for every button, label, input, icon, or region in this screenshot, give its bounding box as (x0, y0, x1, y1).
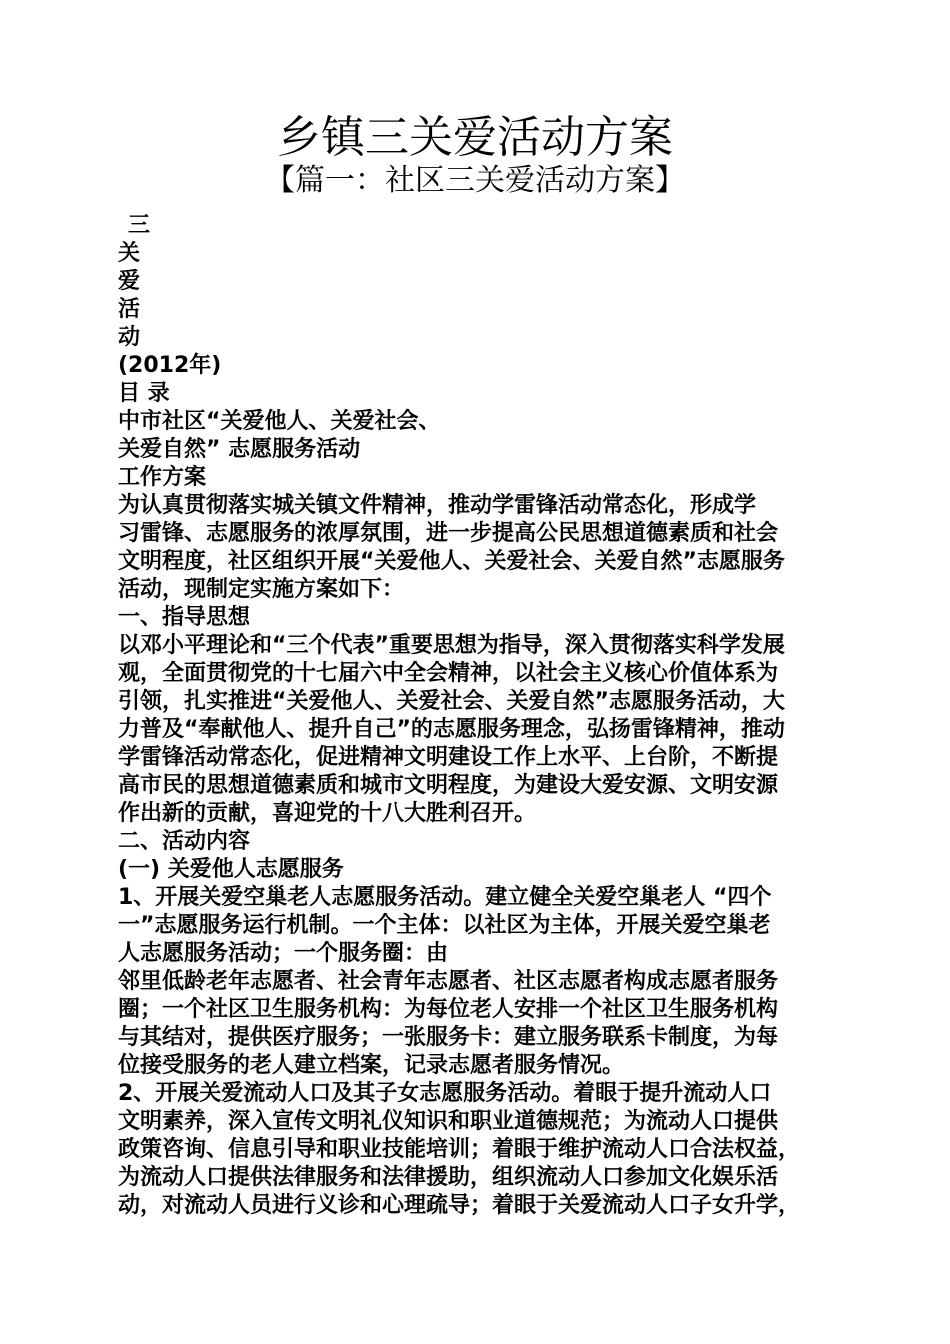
vertical-char: 活 (118, 297, 141, 322)
subsection-heading: (一) 关爱他人志愿服务 (118, 857, 344, 882)
paragraph-line: 位接受服务的老人建立档案，记录志愿者服务情况。 (118, 1053, 625, 1078)
paragraph-line: 高市民的思想道德素质和城市文明程度，为建设大爱安源、文明安源 (118, 773, 779, 798)
paragraph-line: 政策咨询、信息引导和职业技能培训；着眼于维护流动人口合法权益， (118, 1137, 801, 1162)
section-heading: 二、活动内容 (118, 829, 251, 854)
vertical-char: 三 (128, 213, 151, 238)
paragraph-line: 一”志愿服务运行机制。一个主体：以社区为主体，开展关爱空巢老 (118, 913, 771, 938)
paragraph-line: 圈；一个社区卫生服务机构：为每位老人安排一个社区卫生服务机构 (118, 997, 779, 1022)
intro-line: 为认真贯彻落实城关镇文件精神，推动学雷锋活动常态化，形成学 (118, 493, 757, 518)
paragraph-line: 2、开展关爱流动人口及其子女志愿服务活动。着眼于提升流动人口 (118, 1081, 772, 1106)
paragraph-line: 力普及“奉献他人、提升自己”的志愿服务理念，弘扬雷锋精神，推动 (118, 717, 785, 742)
paragraph-line: 为流动人口提供法律服务和法律援助，组织流动人口参加文化娱乐活 (118, 1165, 779, 1190)
paragraph-line: 学雷锋活动常态化，促进精神文明建设工作上水平、上台阶，不断提 (118, 745, 779, 770)
paragraph-line: 1、开展关爱空巢老人志愿服务活动。建立健全关爱空巢老人 “四个 (118, 885, 772, 910)
paragraph-line: 观，全面贯彻党的十七届六中全会精神，以社会主义核心价值体系为 (118, 661, 779, 686)
paragraph-line: 动，对流动人员进行义诊和心理疏导；着眼于关爱流动人口子女升学， (118, 1193, 801, 1218)
document-subtitle: 【篇一：社区三关爱活动方案】 (265, 163, 685, 198)
paragraph-line: 人志愿服务活动；一个服务圈：由 (118, 941, 449, 966)
section-heading: 一、指导思想 (118, 605, 251, 630)
paragraph-line: 文明素养，深入宣传文明礼仪知识和职业道德规范；为流动人口提供 (118, 1109, 779, 1134)
toc-heading: 目 录 (118, 381, 170, 406)
paragraph-line: 以邓小平理论和“三个代表”重要思想为指导，深入贯彻落实科学发展 (118, 633, 785, 658)
vertical-char: 关 (118, 241, 141, 266)
year-label: (2012年) (118, 353, 222, 378)
intro-line: 习雷锋、志愿服务的浓厚氛围，进一步提高公民思想道德素质和社会 (118, 521, 779, 546)
heading-line: 中市社区“关爱他人、关爱社会、 (118, 409, 441, 434)
heading-line: 关爱自然” 志愿服务活动 (118, 437, 361, 462)
paragraph-line: 与其结对，提供医疗服务；一张服务卡：建立服务联系卡制度，为每 (118, 1025, 779, 1050)
paragraph-line: 邻里低龄老年志愿者、社会青年志愿者、社区志愿者构成志愿者服务 (118, 969, 779, 994)
document-body (118, 212, 848, 1220)
heading-line: 工作方案 (118, 465, 207, 490)
paragraph-line: 作出新的贡献，喜迎党的十八大胜利召开。 (118, 801, 537, 826)
intro-line: 文明程度，社区组织开展“关爱他人、关爱社会、关爱自然”志愿服务 (118, 549, 785, 574)
document-title: 乡镇三关爱活动方案 (277, 112, 673, 163)
vertical-char: 爱 (118, 269, 141, 294)
intro-line: 活动，现制定实施方案如下： (118, 577, 405, 602)
paragraph-line: 引领，扎实推进“关爱他人、关爱社会、关爱自然”志愿服务活动，大 (118, 689, 785, 714)
vertical-char: 动 (118, 325, 141, 350)
